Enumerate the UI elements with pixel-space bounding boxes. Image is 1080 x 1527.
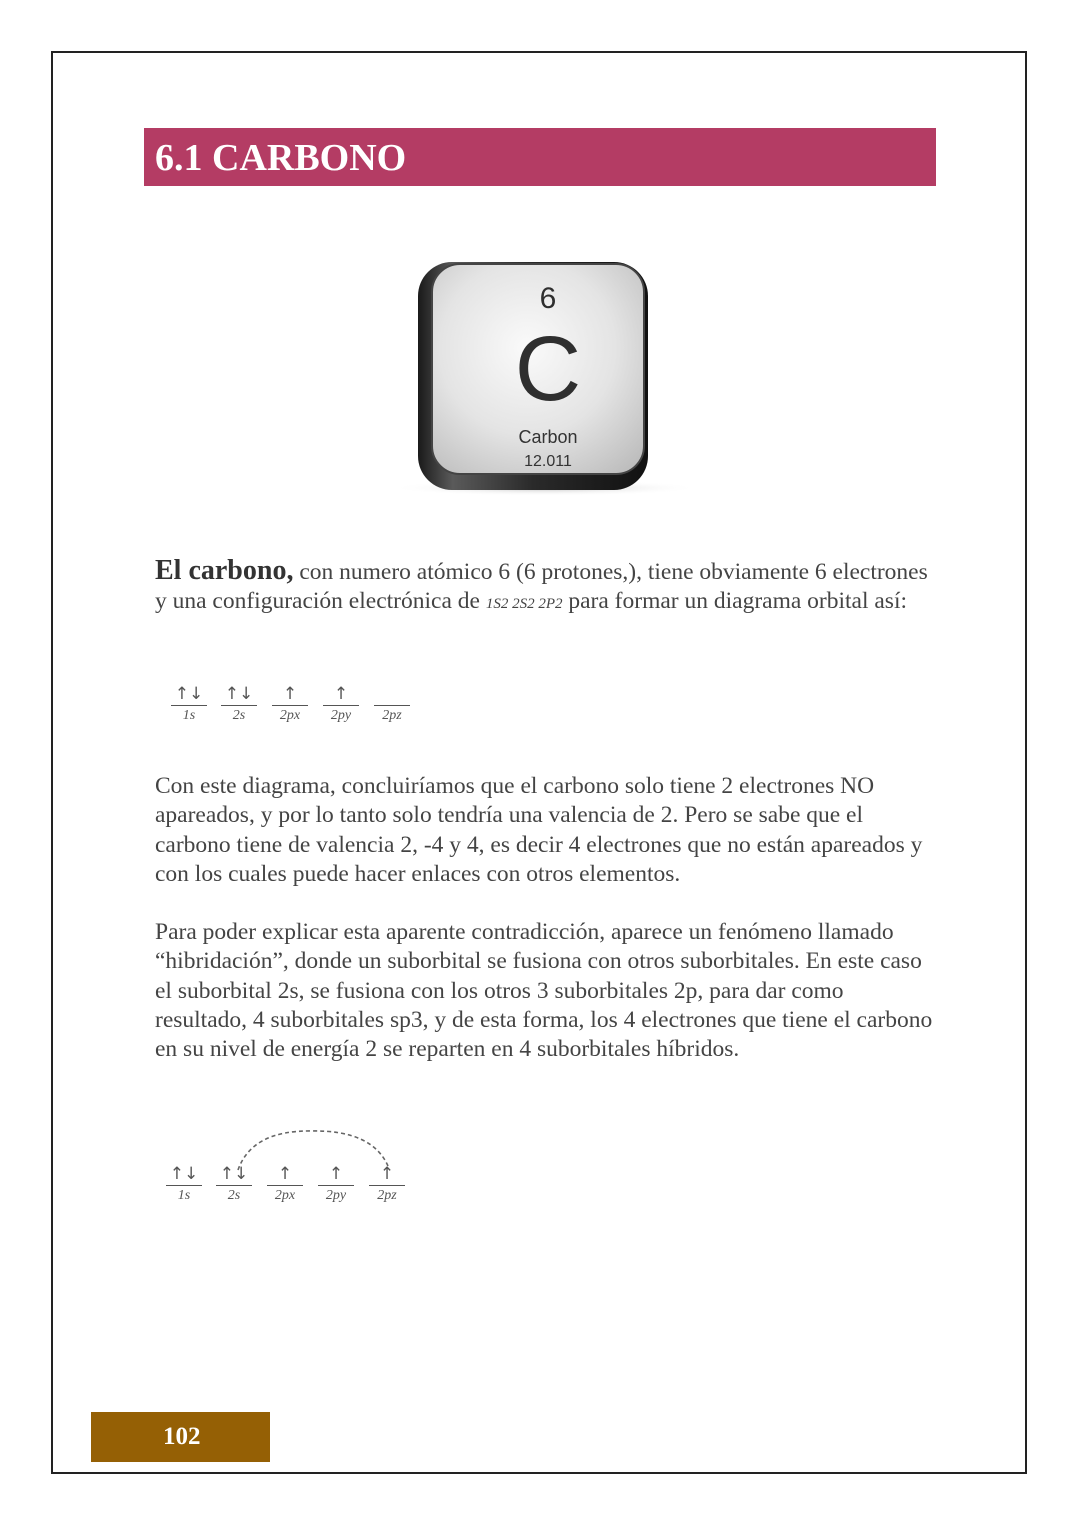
orbital-label: 2px <box>274 1188 296 1203</box>
orbital-2pz <box>374 684 410 724</box>
orbital-label: 2pz <box>382 708 402 723</box>
orbital-arrows: ↑ <box>333 684 349 704</box>
orbital-arrows: ↑↓ <box>219 1164 249 1184</box>
orbital-2py <box>318 1164 354 1204</box>
orbital-label: 1s <box>177 1188 191 1203</box>
tile-symbol: C <box>514 318 582 420</box>
orbital-label: 2pz <box>377 1188 397 1203</box>
page-number: 102 <box>163 1423 201 1450</box>
intro-text-a: con numero atómico 6 (6 protones,), tiene obviamente 6 electrones y una configuración electrónica de <box>155 559 928 615</box>
orbital-label: 1s <box>182 708 196 723</box>
orbital-label: 2py <box>325 1188 347 1203</box>
orbital-2px <box>272 684 308 724</box>
orbital-1s <box>171 684 207 724</box>
orbital-label: 2s <box>232 708 246 723</box>
orbital-arrows: ↑ <box>277 1164 293 1184</box>
paragraph-valence: Con este diagrama, concluiríamos que el carbono solo tiene 2 electrones NO apareados, y por lo tanto solo tendría una valencia de 2. Pero se sabe que el carbono tiene de valencia 2, -4 y 4, es decir 4 electrones que no están apareados y con los cuales puede hacer enlaces con otros elementos. <box>155 773 923 887</box>
electron-configuration: 1S2 2S2 2P2 <box>485 596 563 613</box>
orbital-1s <box>166 1164 202 1204</box>
tile-atomic-number: 6 <box>539 282 557 315</box>
orbital-2s <box>221 684 257 724</box>
orbital-2px <box>267 1164 303 1204</box>
intro-bold-lead: El carbono, <box>155 555 294 586</box>
orbital-2s <box>216 1164 252 1204</box>
section-title-bar <box>144 128 936 186</box>
paragraph-hybridization: Para poder explicar esta aparente contradicción, aparece un fenómeno llamado “hibridación”, donde un suborbital se fusiona con otros suborbitales. En este caso el suborbital 2s, se fusiona con los otros 3 suborbitales 2p, para dar como resultado, 4 suborbitales sp3, y de esta forma, los 4 electrones que tiene el carbono en su nivel de energía 2 se reparten en 4 suborbitales híbridos. <box>155 919 933 1063</box>
tile-atomic-mass: 12.011 <box>524 453 572 470</box>
orbital-arrows: ↑↓ <box>169 1164 199 1184</box>
orbital-2pz <box>369 1164 405 1204</box>
orbital-label: 2py <box>330 708 352 723</box>
intro-text-b: para formar un diagrama orbital así: <box>562 588 908 615</box>
paragraph-intro <box>155 556 935 620</box>
orbital-2py <box>323 684 359 724</box>
orbital-arrows <box>374 684 410 704</box>
orbital-arrows: ↑ <box>282 684 298 704</box>
page-number-badge <box>91 1412 270 1462</box>
orbital-arrows: ↑↓ <box>224 684 254 704</box>
orbital-arrows: ↑ <box>328 1164 344 1184</box>
orbital-arrows: ↑↓ <box>174 684 204 704</box>
tile-element-name: Carbon <box>518 427 578 447</box>
section-title: 6.1 CARBONO <box>155 137 407 179</box>
orbital-label: 2px <box>279 708 301 723</box>
carbon-element-tile <box>380 250 700 510</box>
orbital-arrows: ↑ <box>379 1164 395 1184</box>
orbital-label: 2s <box>227 1188 241 1203</box>
